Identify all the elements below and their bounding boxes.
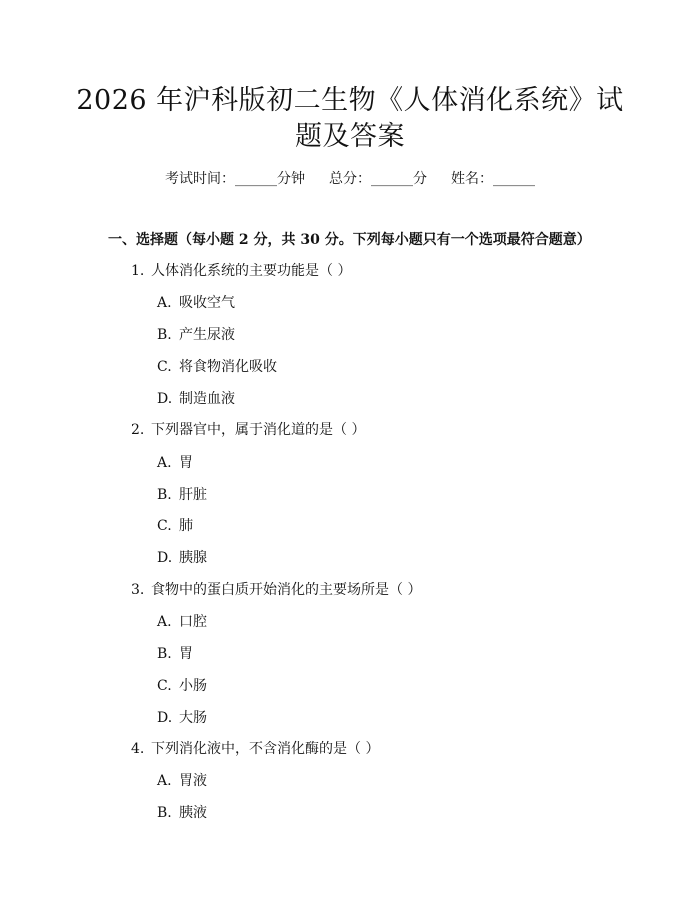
- option-letter: D.: [157, 391, 173, 407]
- option-letter: B.: [157, 487, 172, 503]
- option-2a: [157, 453, 193, 473]
- option-letter: B.: [157, 327, 172, 343]
- option-text: 胰腺: [179, 550, 207, 566]
- option-3b: [157, 644, 193, 664]
- question-number: 2.: [131, 422, 145, 438]
- option-3d: [157, 708, 207, 728]
- name-blank: ______: [493, 171, 535, 187]
- score-blank: ______: [371, 171, 413, 187]
- question-text: 人体消化系统的主要功能是（ ）: [151, 263, 352, 279]
- option-text: 吸收空气: [179, 295, 235, 311]
- option-text: 将食物消化吸收: [179, 359, 277, 375]
- option-letter: B.: [157, 805, 172, 821]
- option-letter: B.: [157, 646, 172, 662]
- option-3a: [157, 612, 207, 632]
- question-number: 3.: [131, 582, 145, 598]
- option-letter: C.: [157, 678, 172, 694]
- option-2c: [157, 516, 193, 536]
- option-text: 胃: [179, 646, 193, 662]
- score-unit: 分: [413, 171, 427, 187]
- section-heading: 一、选择题（每小题 2 分，共 30 分。下列每小题只有一个选项最符合题意）: [108, 232, 591, 248]
- time-label: 考试时间：: [165, 171, 235, 187]
- option-letter: A.: [157, 614, 172, 630]
- option-letter: D.: [157, 710, 173, 726]
- question-4: [131, 739, 379, 759]
- option-text: 肝脏: [179, 487, 207, 503]
- option-1b: [157, 325, 235, 345]
- option-1a: [157, 293, 235, 313]
- option-text: 胃液: [179, 773, 207, 789]
- option-1c: [157, 357, 277, 377]
- option-text: 口腔: [179, 614, 207, 630]
- question-2: [131, 420, 365, 440]
- question-3: [131, 580, 421, 600]
- option-text: 小肠: [179, 678, 207, 694]
- option-2d: [157, 548, 207, 568]
- question-1: [131, 261, 351, 281]
- option-3c: [157, 676, 207, 696]
- name-label: 姓名：: [451, 171, 493, 187]
- option-letter: A.: [157, 455, 172, 471]
- option-2b: [157, 485, 207, 505]
- question-text: 下列器官中，属于消化道的是（ ）: [151, 422, 366, 438]
- option-1d: [157, 389, 235, 409]
- option-letter: C.: [157, 518, 172, 534]
- question-text: 食物中的蛋白质开始消化的主要场所是（ ）: [151, 582, 422, 598]
- option-text: 胰液: [179, 805, 207, 821]
- score-label: 总分：: [329, 171, 371, 187]
- page-title-line1: 2026 年沪科版初二生物《人体消化系统》试: [76, 85, 624, 116]
- option-text: 大肠: [179, 710, 207, 726]
- exam-info-line: [0, 169, 700, 189]
- option-4b: [157, 803, 207, 823]
- time-unit: 分钟: [277, 171, 305, 187]
- option-text: 胃: [179, 455, 193, 471]
- option-letter: A.: [157, 773, 172, 789]
- question-number: 1.: [131, 263, 145, 279]
- option-text: 制造血液: [179, 391, 235, 407]
- option-text: 肺: [179, 518, 193, 534]
- option-text: 产生尿液: [179, 327, 235, 343]
- option-4a: [157, 771, 207, 791]
- question-number: 4.: [131, 741, 145, 757]
- page-title-line2: 题及答案: [295, 121, 405, 152]
- option-letter: C.: [157, 359, 172, 375]
- option-letter: D.: [157, 550, 173, 566]
- question-text: 下列消化液中，不含消化酶的是（ ）: [151, 741, 380, 757]
- time-blank: ______: [235, 171, 277, 187]
- option-letter: A.: [157, 295, 172, 311]
